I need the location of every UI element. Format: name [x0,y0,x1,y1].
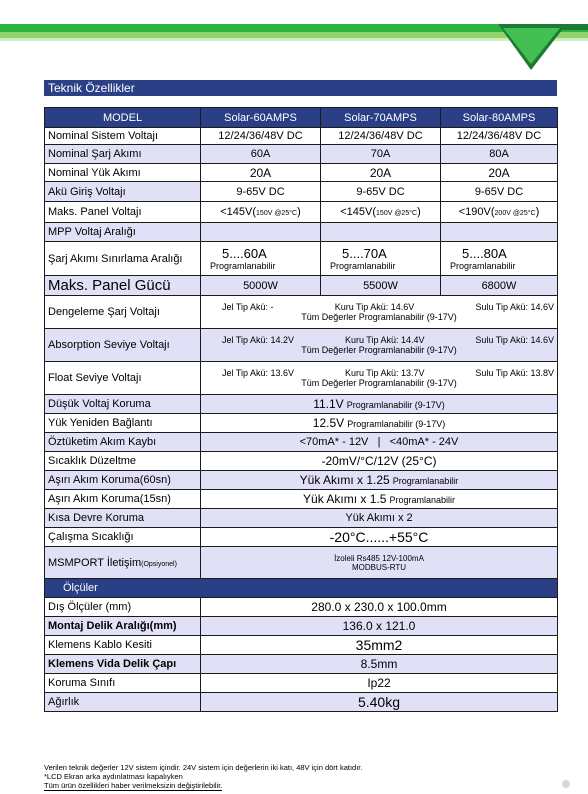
footer-note: Tüm ürün özellikleri haber verilmeksizin değiştirilebilir. [44,781,223,790]
cell-value: 5000W [201,276,321,296]
table-row [45,296,558,329]
row-label: Ağırlık [45,693,201,712]
table-row [45,433,558,452]
table-row [45,182,558,202]
row-label: Akü Giriş Voltajı [45,182,201,202]
table-row [45,693,558,712]
cell-value: 5500W [321,276,441,296]
table-row [45,598,558,617]
cell-value: Yük Akımı x 1.5 Programlanabilir [201,490,558,509]
table-row [45,362,558,395]
row-label: Klemens Vida Delik Çapı [45,655,201,674]
cell-value: 9-65V DC [441,182,558,202]
row-label: Float Seviye Voltajı [45,362,201,395]
row-label: Şarj Akımı Sınırlama Aralığı [45,242,201,276]
cell-value: 5....80A Programlanabilir [441,242,558,276]
table-row [45,414,558,433]
row-label: Maks. Panel Voltajı [45,202,201,223]
cell-value: 5....70A Programlanabilir [321,242,441,276]
cell-value: 12.5V Programlanabilir (9-17V) [201,414,558,433]
header-solar-80: Solar-80AMPS [441,108,558,128]
cell-value: Ip22 [201,674,558,693]
table-row [45,329,558,362]
header-model: MODEL [45,108,201,128]
row-label: Yük Yeniden Bağlantı [45,414,201,433]
row-label: Çalışma Sıcaklığı [45,528,201,547]
footer-notes [44,763,557,791]
row-label: Nominal Şarj Akımı [45,145,201,164]
row-label: Dengeleme Şarj Voltajı [45,296,201,329]
cell-value: 80A [441,145,558,164]
row-label: Aşırı Akım Koruma(15sn) [45,490,201,509]
table-row [45,471,558,490]
olculer-body [45,598,558,712]
cell-value: Jel Tip Akü: 14.2V Kuru Tip Akü: 14.4V Sulu Tip Akü: 14.6V Tüm Değerler Programlanabilir (9-17V) [201,329,558,362]
cell-value: <70mA* - 12V | <40mA* - 24V [201,433,558,452]
row-label: MSMPORT İletişim(Opsiyonel) [45,547,201,579]
cell-value: 20A [201,164,321,182]
row-label: Öztüketim Akım Kaybı [45,433,201,452]
table-row [45,276,558,296]
cell-value: 280.0 x 230.0 x 100.0mm [201,598,558,617]
row-label: Koruma Sınıfı [45,674,201,693]
header-solar-70: Solar-70AMPS [321,108,441,128]
table-header-row [45,108,558,128]
row-label: Nominal Yük Akımı [45,164,201,182]
cell-value: 12/24/36/48V DC [201,128,321,145]
footer-note: Verilen teknik değerler 12V sistem içindir. 24V sistem için değerlerin iki katı, 48V için dört katıdır. [44,763,363,772]
table-row [45,395,558,414]
table-row [45,509,558,528]
cell-value: 12/24/36/48V DC [321,128,441,145]
row-label: Montaj Delik Aralığı(mm) [45,617,201,636]
row-label: Kısa Devre Koruma [45,509,201,528]
row-label: Absorption Seviye Voltajı [45,329,201,362]
row-label: Maks. Panel Gücü [45,276,201,296]
table-row [45,674,558,693]
table-row [45,655,558,674]
table-row [45,145,558,164]
table-row [45,547,558,579]
cell-value: <145V(150V @25°C) [321,202,441,223]
cell-value: 20A [321,164,441,182]
cell-value: 5....60A Programlanabilir [201,242,321,276]
cell-value: 11.1V Programlanabilir (9-17V) [201,395,558,414]
header-banner [0,0,588,80]
cell-value: Yük Akımı x 2 [201,509,558,528]
cell-value: 6800W [441,276,558,296]
cell-value: Yük Akımı x 1.25 Programlanabilir [201,471,558,490]
table-row [45,617,558,636]
header-solar-60: Solar-60AMPS [201,108,321,128]
cell-value: Jel Tip Akü: 13.6V Kuru Tip Akü: 13.7V Sulu Tip Akü: 13.8V Tüm Değerler Programlanabilir (9-17V) [201,362,558,395]
table-row [45,490,558,509]
cell-value: <145V(150V @25°C) [201,202,321,223]
cell-value: 136.0 x 121.0 [201,617,558,636]
cell-value: 35mm2 [201,636,558,655]
table-row [45,223,558,242]
cell-value: 9-65V DC [321,182,441,202]
row-label: Dış Ölçüler (mm) [45,598,201,617]
olculer-header-row [45,579,558,598]
section-title: Teknik Özellikler [44,80,557,96]
table-row [45,452,558,471]
cell-value: İzoleli Rs485 12V-100mA MODBUS-RTU [201,547,558,579]
table-row [45,128,558,145]
cell-value: 5.40kg [201,693,558,712]
olculer-title: Ölçüler [45,579,558,598]
table-row [45,242,558,276]
cell-value: Jel Tip Akü: - Kuru Tip Akü: 14.6V Sulu Tip Akü: 14.6V Tüm Değerler Programlanabilir (9-17V) [201,296,558,329]
row-label: Nominal Sistem Voltajı [45,128,201,145]
cell-value: <190V(200V @25°C) [441,202,558,223]
row-label: Sıcaklık Düzeltme [45,452,201,471]
cell-value: 9-65V DC [201,182,321,202]
cell-value: 20A [441,164,558,182]
page-dot [562,780,570,788]
spec-table [44,107,558,712]
cell-value: 12/24/36/48V DC [441,128,558,145]
table-row [45,636,558,655]
row-label: MPP Voltaj Aralığı [45,223,201,242]
cell-value: -20°C......+55°C [201,528,558,547]
table-row [45,528,558,547]
footer-note: *LCD Ekran arka aydınlatması kapalıyken [44,772,183,781]
row-label: Aşırı Akım Koruma(60sn) [45,471,201,490]
table-row [45,164,558,182]
cell-value: 8.5mm [201,655,558,674]
cell-value: 60A [201,145,321,164]
cell-value: 70A [321,145,441,164]
table-row [45,202,558,223]
row-label: Klemens Kablo Kesiti [45,636,201,655]
cell-value: -20mV/°C/12V (25°C) [201,452,558,471]
row-label: Düşük Voltaj Koruma [45,395,201,414]
